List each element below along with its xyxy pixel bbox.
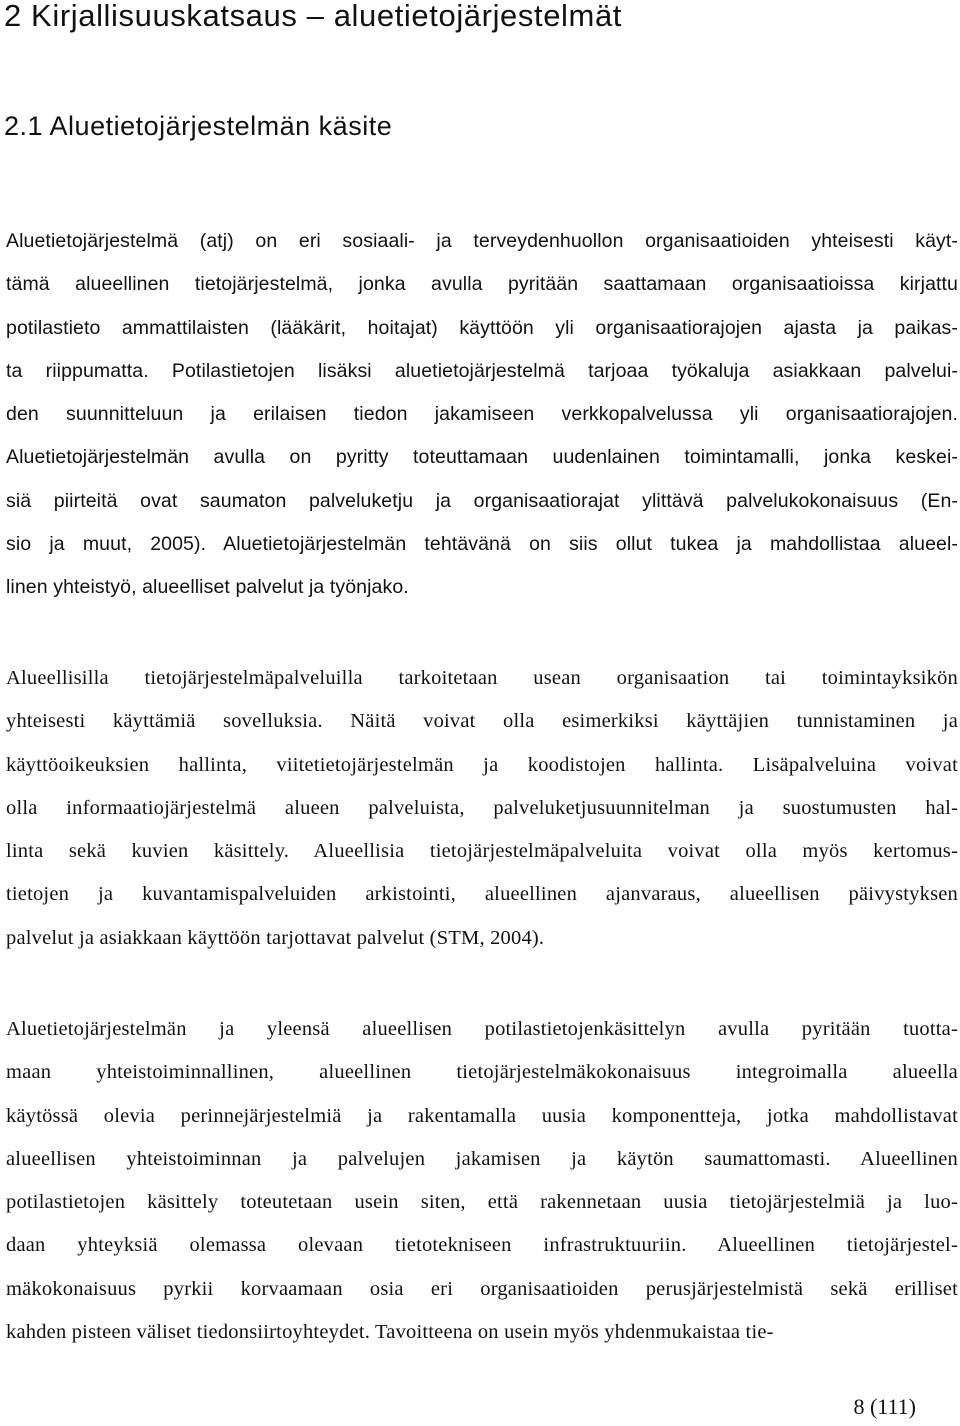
text-line: mäkokonaisuus pyrkii korvaamaan osia eri organisaatioiden perusjärjestelmistä sekä erilliset — [6, 1277, 958, 1300]
text-line: Aluetietojärjestelmä (atj) on eri sosiaali- ja terveydenhuollon organisaatioiden yhteisesti käyt- — [6, 230, 958, 252]
text-line: Alueellisilla tietojärjestelmäpalveluilla tarkoitetaan usean organisaation tai toimintayksikön — [6, 667, 958, 689]
text-line: siä piirteitä ovat saumaton palveluketju ja organisaatiorajat ylittävä palvelukokonaisuus (En- — [6, 489, 958, 512]
text-line: käytössä olevia perinnejärjestelmiä ja rakentamalla uusia komponentteja, jotka mahdollistavat — [6, 1104, 958, 1127]
text-line: den suunnitteluun ja erilaisen tiedon jakamiseen verkkopalvelussa yli organisaatiorajojen. — [6, 403, 958, 426]
text-line: käyttöoikeuksien hallinta, viitetietojärjestelmän ja koodistojen hallinta. Lisäpalveluina voivat — [6, 753, 958, 776]
section-heading: 2.1 Aluetietojärjestelmän käsite — [4, 111, 393, 141]
text-line: Aluetietojärjestelmän avulla on pyritty toteuttamaan uudenlainen toimintamalli, jonka keskei- — [6, 446, 958, 469]
text-line: Aluetietojärjestelmän ja yleensä alueellisen potilastietojenkäsittelyn avulla pyritään tuotta- — [6, 1018, 958, 1040]
paragraph-2 — [6, 657, 958, 960]
text-line: kahden pisteen väliset tiedonsiirtoyhteydet. Tavoitteena on usein myös yhdenmukaistaa tie- — [6, 1321, 774, 1344]
paragraph-1 — [6, 220, 958, 610]
text-line: tietojen ja kuvantamispalveluiden arkistointi, alueellinen ajanvaraus, alueellisen päivystyksen — [6, 883, 958, 906]
text-line: yhteisesti käyttämiä sovelluksia. Näitä voivat olla esimerkiksi käyttäjien tunnistaminen ja — [6, 710, 958, 733]
text-line: sio ja muut, 2005). Aluetietojärjestelmän tehtävänä on siis ollut tukea ja mahdollistaa alueel- — [6, 533, 958, 556]
text-line: alueellisen yhteistoiminnan ja palvelujen jakamisen ja käytön saumattomasti. Alueellinen — [6, 1147, 958, 1170]
text-line: daan yhteyksiä olemassa olevaan tietotekniseen infrastruktuuriin. Alueellinen tietojärjestel- — [6, 1234, 958, 1257]
text-line: ta riippumatta. Potilastietojen lisäksi aluetietojärjestelmä tarjoaa työkaluja asiakkaan palvelui- — [6, 359, 958, 382]
text-line: palvelut ja asiakkaan käyttöön tarjottavat palvelut (STM, 2004). — [6, 926, 545, 949]
text-line: potilastieto ammattilaisten (lääkärit, hoitajat) käyttöön yli organisaatiorajojen ajasta ja paikas- — [6, 316, 958, 339]
paragraph-3 — [6, 1008, 958, 1354]
chapter-heading: 2 Kirjallisuuskatsaus – aluetietojärjestelmät — [4, 0, 623, 33]
text-line: olla informaatiojärjestelmä alueen palveluista, palveluketjusuunnitelman ja suostumusten hal- — [6, 796, 958, 819]
page-number: 8 (111) — [853, 1394, 916, 1419]
text-line: linta sekä kuvien käsittely. Alueellisia tietojärjestelmäpalveluita voivat olla myös kertomus- — [6, 840, 958, 863]
text-line: potilastietojen käsittely toteutetaan usein siten, että rakennetaan uusia tietojärjestelmiä ja luo- — [6, 1191, 958, 1214]
text-line: tämä alueellinen tietojärjestelmä, jonka avulla pyritään saattamaan organisaatioissa kirjattu — [6, 273, 958, 296]
text-line: maan yhteistoiminnallinen, alueellinen tietojärjestelmäkokonaisuus integroimalla alueella — [6, 1061, 958, 1084]
text-line: linen yhteistyö, alueelliset palvelut ja työnjako. — [6, 576, 409, 599]
